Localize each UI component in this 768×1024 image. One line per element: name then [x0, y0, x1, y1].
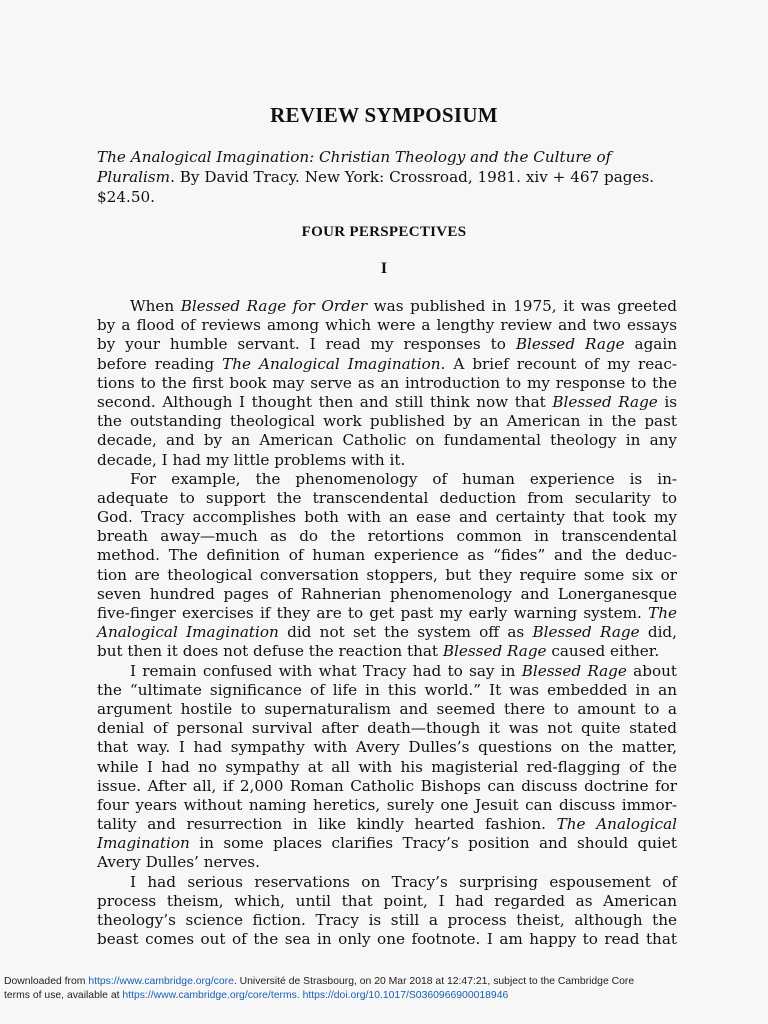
text-line: theology’s science fiction. Tracy is still a process theist, although the — [97, 911, 677, 929]
page-title: REVIEW SYMPOSIUM — [270, 103, 498, 127]
text-line: the “ultimate significance of life in this world.” It was embedded in an — [97, 680, 677, 699]
text-line: argument hostile to supernaturalism and seemed there to amount to a — [97, 699, 677, 718]
text-line: before reading The Analogical Imagination. A brief recount of my reac- — [97, 354, 677, 373]
terms-link[interactable]: https://www.cambridge.org/core/terms — [122, 990, 297, 1001]
text-line: the outstanding theological work published by an American in the past — [97, 412, 677, 431]
text-line: while I had no sympathy at all with his magisterial red-flagging of the — [97, 757, 677, 776]
text-line: four years without naming heretics, surely one Jesuit can discuss immor- — [97, 795, 677, 814]
text-line: by your humble servant. I read my responses to Blessed Rage again — [97, 335, 677, 354]
book-citation — [97, 147, 677, 207]
text-line: denial of personal survival after death—though it was not quite stated — [97, 719, 677, 738]
footer-line-1: Downloaded from https://www.cambridge.org/core. Université de Strasbourg, on 20 Mar 2018 at 12:47:21, subject to the Cambridge Core — [4, 976, 635, 987]
text-line: I remain confused with what Tracy had to say in Blessed Rage about — [130, 661, 677, 680]
text-line: breath away—much as do the retortions common in transcendental — [97, 527, 677, 546]
body-text — [97, 297, 677, 949]
text-line: tion are theological conversation stoppers, but they require some six or — [97, 565, 677, 584]
download-footer — [4, 975, 764, 1003]
text-line: I had serious reservations on Tracy’s surprising espousement of — [130, 872, 677, 891]
text-line: issue. After all, if 2,000 Roman Catholic Bishops can discuss doctrine for — [97, 776, 677, 795]
text-line: Avery Dulles’ nerves. — [97, 853, 260, 872]
text-line: Analogical Imagination did not set the system off as Blessed Rage did, — [97, 623, 677, 642]
text-line: decade, and by an American Catholic on fundamental theology in any — [97, 431, 677, 450]
footer-line-2: terms of use, available at https://www.cambridge.org/core/terms. https://doi.org/10.1017/S0360966900018946 — [4, 990, 509, 1001]
text-line: When Blessed Rage for Order was published in 1975, it was greeted — [130, 297, 677, 315]
part-numeral: I — [380, 260, 388, 277]
doi-link[interactable]: . https://doi.org/10.1017/S0360966900018946 — [296, 990, 509, 1001]
text-line: process theism, which, until that point, I had regarded as American — [97, 891, 677, 910]
text-line: adequate to support the transcendental deduction from secularity to — [97, 488, 677, 507]
book-title: The Analogical Imagination: Christian Theology and the Culture of Pluralism — [97, 148, 612, 186]
text-line: God. Tracy accomplishes both with an ease and certainty that took my — [97, 508, 677, 527]
text-line: by a flood of reviews among which were a lengthy review and two essays — [97, 316, 677, 335]
text-line: seven hundred pages of Rahnerian phenomenology and Lonerganesque — [97, 584, 677, 603]
text-line: tality and resurrection in like kindly hearted fashion. The Analogical — [97, 815, 677, 834]
text-line: For example, the phenomenology of human experience is in- — [130, 469, 677, 488]
text-line: beast comes out of the sea in only one footnote. I am happy to read that — [97, 930, 677, 949]
text-line: but then it does not defuse the reaction that Blessed Rage caused either. — [97, 642, 660, 661]
citation-details: . By David Tracy. New York: Crossroad, 1981. xiv + 467 pages. $24.50. — [97, 168, 655, 206]
text-line: second. Although I thought then and still think now that Blessed Rage is — [97, 392, 677, 411]
core-link[interactable]: https://www.cambridge.org/core — [88, 976, 234, 987]
text-line: Imagination in some places clarifies Tracy’s position and should quiet — [97, 834, 677, 853]
text-line: decade, I had my little problems with it. — [97, 450, 406, 469]
text-line: that way. I had sympathy with Avery Dulles’s questions on the matter, — [97, 738, 677, 757]
text-line: five-finger exercises if they are to get past my early warning system. The — [97, 604, 677, 622]
text-line: tions to the first book may serve as an introduction to my response to the — [97, 373, 677, 392]
section-heading: FOUR PERSPECTIVES — [301, 224, 467, 240]
text-line: method. The definition of human experience as “fides” and the deduc- — [97, 546, 677, 565]
